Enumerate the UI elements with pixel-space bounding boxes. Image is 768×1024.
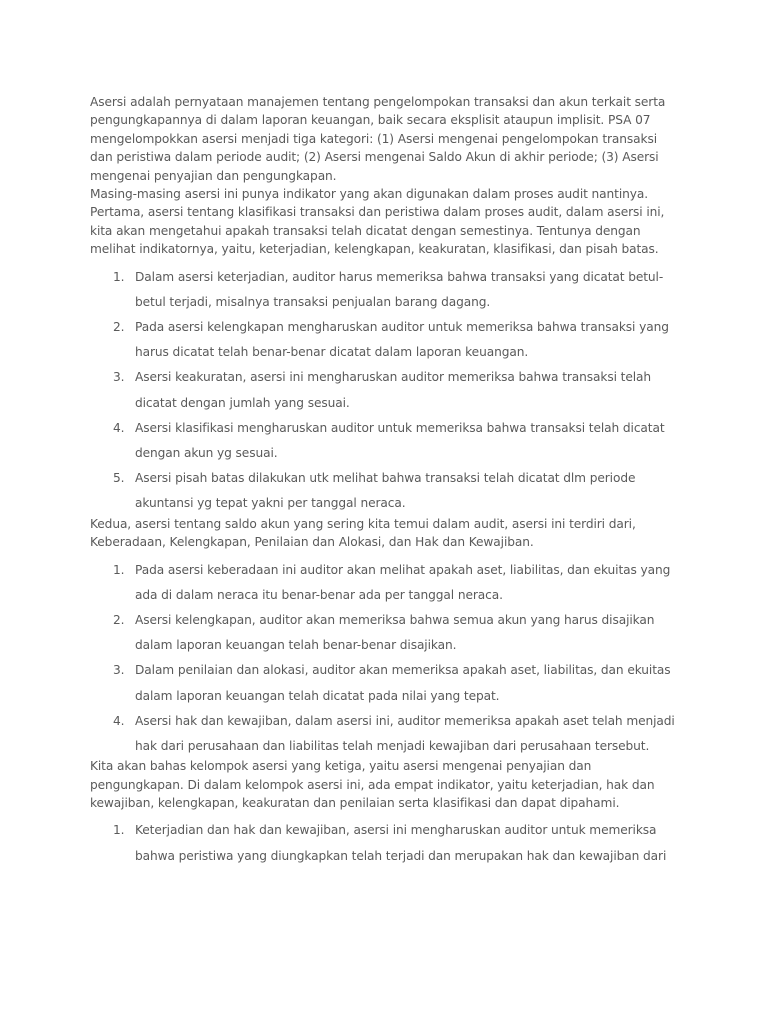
classification-assertion-list: [90, 265, 680, 517]
intro-paragraph: Asersi adalah pernyataan manajemen tentang pengelompokan transaksi dan akun terkait serta pengungkapannya di dalam laporan keuangan, baik secara eksplisit ataupun implisit. PSA 07 mengelompokkan asersi menjadi tiga kategori: (1) Asersi mengenai pengelompokan transaksi dan peristiwa dalam periode audit; (2) Asersi mengenai Saldo Akun di akhir periode; (3) Asersi mengenai penyajian dan pengungkapan.: [90, 95, 666, 183]
list-number: 3.: [113, 370, 125, 385]
list-item-text: Pada asersi keberadaan ini auditor akan melihat apakah aset, liabilitas, dan ekuitas yang ada di dalam neraca itu benar-benar ada per tanggal neraca.: [135, 562, 671, 602]
presentation-assertion-list: [90, 818, 680, 868]
account-balance-assertion-list: [90, 558, 680, 760]
list-item: [113, 658, 680, 708]
list-number: 3.: [113, 663, 125, 678]
list-number: 5.: [113, 471, 125, 486]
list-number: 2.: [113, 320, 125, 335]
list-item-text: Pada asersi kelengkapan mengharuskan auditor untuk memeriksa bahwa transaksi yang harus dicatat telah benar-benar dicatat dalam laporan keuangan.: [135, 320, 669, 360]
list-item: [113, 466, 680, 516]
list-item: [113, 365, 680, 415]
list-item-text: Asersi keakuratan, asersi ini mengharuskan auditor memeriksa bahwa transaksi telah dicatat dengan jumlah yang sesuai.: [135, 370, 652, 410]
list-number: 4.: [113, 420, 125, 435]
document-page: [90, 93, 680, 869]
list-item: [113, 818, 680, 868]
section3-intro-paragraph: Kita akan bahas kelompok asersi yang ketiga, yaitu asersi mengenai penyajian dan pengungkapan. Di dalam kelompok asersi ini, ada empat indikator, yaitu keterjadian, hak dan kewajiban, kelengkapan, keakuratan dan penilaian serta klasifikasi dan dapat dipahami.: [90, 759, 655, 810]
section2-intro-paragraph: Kedua, asersi tentang saldo akun yang sering kita temui dalam audit, asersi ini terdiri dari, Keberadaan, Kelengkapan, Penilaian dan Alokasi, dan Hak dan Kewajiban.: [90, 516, 636, 550]
list-item-text: Keterjadian dan hak dan kewajiban, asersi ini mengharuskan auditor untuk memeriksa bahwa peristiwa yang diungkapkan telah terjadi dan merupakan hak dan kewajiban dari: [135, 823, 667, 863]
list-item: [113, 608, 680, 658]
list-item-text: Dalam penilaian dan alokasi, auditor akan memeriksa apakah aset, liabilitas, dan ekuitas dalam laporan keuangan telah dicatat pada nilai yang tepat.: [135, 663, 671, 703]
list-item-text: Dalam asersi keterjadian, auditor harus memeriksa bahwa transaksi yang dicatat betul-betul terjadi, misalnya transaksi penjualan barang dagang.: [135, 269, 664, 309]
list-item-text: Asersi pisah batas dilakukan utk melihat bahwa transaksi telah dicatat dlm periode akuntansi yg tepat yakni per tanggal neraca.: [135, 471, 636, 511]
list-item-text: Asersi klasifikasi mengharuskan auditor untuk memeriksa bahwa transaksi telah dicatat dengan akun yg sesuai.: [135, 420, 665, 461]
list-item-text: Asersi kelengkapan, auditor akan memeriksa bahwa semua akun yang harus disajikan dalam laporan keuangan telah benar-benar disajikan.: [135, 612, 655, 653]
list-item: [113, 315, 680, 365]
list-item: [113, 709, 680, 759]
list-item: [113, 416, 680, 466]
list-item: [113, 265, 680, 315]
list-number: 1.: [113, 823, 125, 838]
list-number: 1.: [113, 562, 125, 577]
list-item-text: Asersi hak dan kewajiban, dalam asersi ini, auditor memeriksa apakah aset telah menjadi hak dari perusahaan dan liabilitas telah menjadi kewajiban dari perusahaan tersebut.: [135, 713, 675, 753]
section1-intro-paragraph: Masing-masing asersi ini punya indikator yang akan digunakan dalam proses audit nantinya. Pertama, asersi tentang klasifikasi transaksi dan peristiwa dalam proses audit, dalam asersi ini, kita akan mengetahui apakah transaksi telah dicatat dengan semestinya. Tentunya dengan melihat indikatornya, yaitu, keterjadian, kelengkapan, keakuratan, klasifikasi, dan pisah batas.: [90, 187, 665, 257]
list-number: 4.: [113, 713, 125, 728]
list-number: 1.: [113, 269, 125, 284]
list-item: [113, 558, 680, 608]
list-number: 2.: [113, 612, 125, 627]
